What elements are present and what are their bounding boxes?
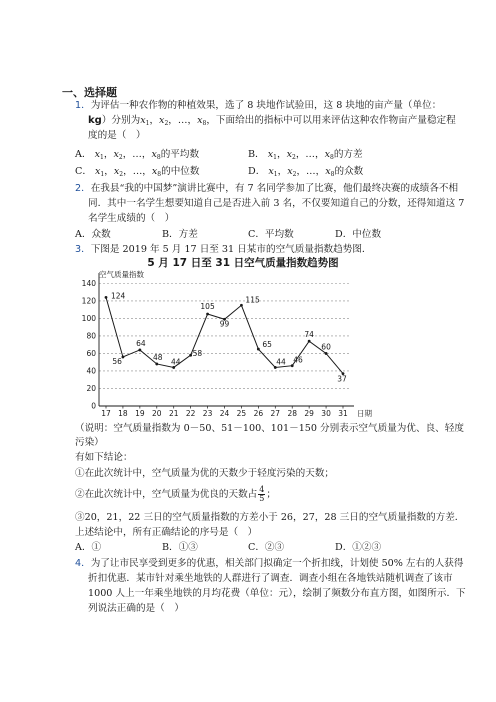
variable-x: x xyxy=(94,149,101,160)
question-2-option-a[interactable]: A．众数 xyxy=(75,229,111,240)
variable-x: x xyxy=(140,115,146,126)
data-label: 58 xyxy=(192,349,203,359)
x-tick-label: 22 xyxy=(185,409,196,418)
question-3-option-c[interactable]: C．②③ xyxy=(248,542,285,553)
y-tick-label: 80 xyxy=(86,331,96,341)
question-2-line-1: 2．在我县“我的中国梦”演讲比赛中，有 7 名同学参加了比赛，他们最终决赛的成绩各不相 xyxy=(75,183,459,194)
x-tick-label: 25 xyxy=(236,409,247,418)
data-point xyxy=(291,364,294,367)
x-tick-label: 23 xyxy=(202,409,213,418)
question-3-conclusion-2: ②在此次统计中，空气质量为优良的天数占 $\frac{4}{5}$ ； xyxy=(75,485,276,503)
variable-x: x xyxy=(324,149,331,160)
question-3-ask: 上述结论中，所有正确结论的序号是（ ） xyxy=(75,527,258,538)
variable-x: x xyxy=(151,149,157,160)
question-4-line-1: 4．为了让市民享受到更多的优惠，相关部门拟确定一个折扣线，计划使 50% 左右的人获得 xyxy=(75,558,464,569)
question-1-number: 1． xyxy=(75,100,91,111)
question-4-number: 4． xyxy=(75,558,91,569)
data-label: 48 xyxy=(153,352,163,362)
question-2-line-3: 名学生成绩的（ ） xyxy=(88,213,175,224)
variable-x: x xyxy=(113,166,120,177)
question-3-option-a[interactable]: A．① xyxy=(75,542,102,553)
y-tick-label: 100 xyxy=(81,313,96,323)
x-tick-label: 28 xyxy=(287,409,297,418)
question-2-number: 2． xyxy=(75,183,91,194)
question-4-line-4: 列说法正确的是（ ） xyxy=(88,603,184,614)
data-label: 46 xyxy=(293,355,303,365)
question-3-note-line-2: 污染） xyxy=(75,437,104,448)
question-3-conclusion-1: ①在此次统计中，空气质量为优的天数少于轻度污染的天数； xyxy=(75,468,335,479)
question-3-number: 3． xyxy=(75,244,91,255)
question-3-option-b[interactable]: B．①③ xyxy=(162,542,198,553)
chart-y-axis-label: 空气质量指数 xyxy=(99,270,144,279)
variable-x: x xyxy=(325,166,331,177)
data-point xyxy=(206,313,209,316)
data-point xyxy=(172,366,175,369)
chart-y-tick-labels xyxy=(82,279,97,411)
question-1-option-c[interactable]: C． $x_1$，$x_2$，…，$x_8$的中位数 xyxy=(75,166,200,178)
data-label: 105 xyxy=(200,302,215,312)
data-label: 44 xyxy=(170,357,181,367)
variable-x: x xyxy=(268,166,274,177)
question-3-line-1: 3．下图是 2019 年 5 月 17 日至 31 日某市的空气质量指数趋势图． xyxy=(75,244,372,255)
data-label: 74 xyxy=(304,330,314,340)
question-2-option-d[interactable]: D．中位数 xyxy=(335,229,382,240)
chart-title: 5 月 17 日至 31 日空气质量指数趋势图 xyxy=(147,257,339,269)
x-tick-label: 31 xyxy=(338,409,348,418)
data-label: 124 xyxy=(111,291,126,301)
data-label: 37 xyxy=(337,374,347,384)
data-label: 44 xyxy=(276,357,286,367)
variable-x: x xyxy=(287,166,293,177)
section-title: 一、选择题 xyxy=(62,86,117,99)
x-tick-label: 21 xyxy=(168,409,179,418)
x-tick-label: 29 xyxy=(304,409,314,418)
x-tick-label: 18 xyxy=(118,409,128,418)
data-point xyxy=(240,304,243,307)
x-tick-label: 24 xyxy=(219,409,230,418)
question-3-note-line-1: （说明：空气质量指数为 0－50、51－100、101－150 分别表示空气质量为优、良、轻度 xyxy=(75,423,464,434)
variable-x: x xyxy=(267,149,274,160)
question-3-conclusions-intro: 有如下结论： xyxy=(75,452,133,463)
data-point xyxy=(105,296,108,299)
variable-x: x xyxy=(151,166,158,177)
data-point xyxy=(325,352,328,355)
question-1-option-b[interactable]: B． $x_1$，$x_2$，…，$x_8$的方差 xyxy=(248,149,363,161)
variable-x: x xyxy=(159,115,165,126)
question-3-option-d[interactable]: D．①②③ xyxy=(335,542,382,553)
y-tick-label: 120 xyxy=(81,296,96,306)
question-3-conclusion-3: ③20，21，22 三日的空气质量指数的方差小于 26，27，28 三日的空气质量指数的方差． xyxy=(75,512,465,523)
x-tick-label: 20 xyxy=(152,409,162,418)
data-point xyxy=(155,363,158,366)
question-1-line-3: 度的是（ ） xyxy=(88,130,146,141)
y-tick-label: 20 xyxy=(86,383,96,393)
data-label: 115 xyxy=(245,295,260,305)
x-tick-label: 27 xyxy=(270,409,281,418)
question-1-line-2: kg）分别为$x_1$，$x_2$，…，$x_8$，下面给出的指标中可以用来评估这种农作物亩产量稳定程 xyxy=(88,115,456,127)
variable-x: x xyxy=(286,149,292,160)
x-tick-label: 26 xyxy=(253,409,264,418)
question-1-option-d[interactable]: D． $x_1$，$x_2$，…，$x_8$的众数 xyxy=(248,166,364,178)
question-2-line-2: 同．其中一名学生想要知道自己是否进入前 3 名，不仅要知道自己的分数，还得知道这 7 xyxy=(88,198,465,209)
data-point xyxy=(308,340,311,343)
variable-x: x xyxy=(113,149,119,160)
question-2-option-b[interactable]: B．方差 xyxy=(162,229,198,240)
data-point xyxy=(257,348,260,351)
data-point xyxy=(189,354,192,357)
question-1-line-1: 1．为评估一种农作物的种植效果，选了 8 块地作试验田，这 8 块地的亩产量（单位： xyxy=(75,100,442,111)
data-label: 99 xyxy=(219,319,230,329)
data-label: 60 xyxy=(321,342,331,352)
chart-x-axis-label: 日期 xyxy=(357,409,372,418)
data-point xyxy=(138,349,141,352)
y-tick-label: 40 xyxy=(86,366,96,376)
fraction-four-fifths: $\frac{4}{5}$ xyxy=(259,485,265,503)
question-2-option-c[interactable]: C．平均数 xyxy=(248,229,294,240)
variable-x: x xyxy=(197,115,203,126)
question-4-line-3: 1000 人上一年乘坐地铁的月均花费（单位：元），绘制了频数分布直方图，如图所示．下 xyxy=(88,588,466,599)
chart-data-labels xyxy=(111,291,347,383)
x-tick-label: 17 xyxy=(101,409,111,418)
question-1-option-a[interactable]: A． $x_1$，$x_2$，…，$x_8$的平均数 xyxy=(75,149,200,161)
data-label: 56 xyxy=(112,356,122,366)
y-tick-label: 0 xyxy=(91,401,96,411)
question-4-line-2: 折扣优惠．某市针对乘坐地铁的人群进行了调查．调查小组在各地铁站随机调查了该市 xyxy=(88,573,453,584)
chart-x-tick-labels xyxy=(101,409,348,418)
data-point xyxy=(122,356,125,359)
data-label: 65 xyxy=(262,340,272,350)
data-point xyxy=(274,366,277,369)
y-tick-label: 140 xyxy=(81,278,96,288)
data-label: 64 xyxy=(136,338,146,348)
y-tick-label: 60 xyxy=(86,348,96,358)
air-quality-chart xyxy=(78,255,378,422)
variable-x: x xyxy=(95,166,101,177)
x-tick-label: 30 xyxy=(321,409,331,418)
x-tick-label: 19 xyxy=(135,409,145,418)
